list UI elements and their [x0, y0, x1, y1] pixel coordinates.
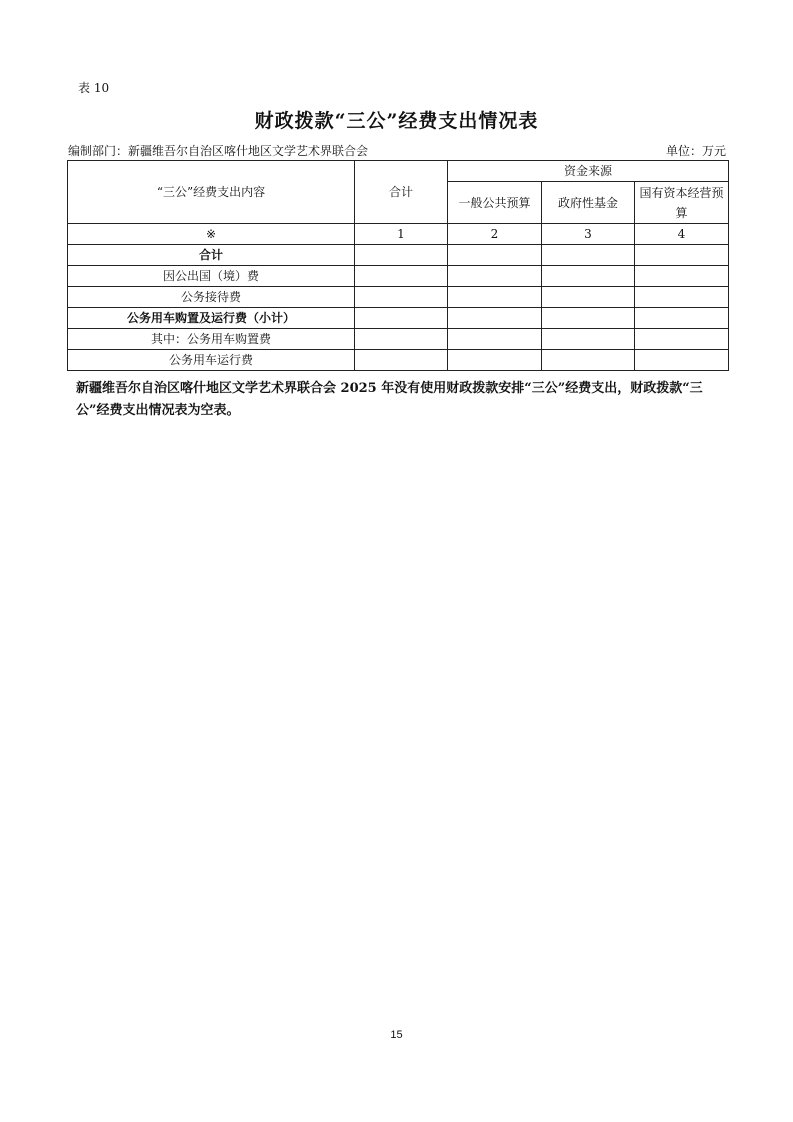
expense-table	[67, 160, 729, 371]
table-cell	[635, 329, 729, 350]
table-cell	[355, 245, 448, 266]
table-cell	[355, 287, 448, 308]
table-row	[68, 308, 729, 329]
compiling-department: 编制部门：新疆维吾尔自治区喀什地区文学艺术界联合会	[68, 144, 369, 158]
header-row-1	[68, 161, 729, 182]
table-cell	[542, 266, 635, 287]
page-title: 财政拨款“三公”经费支出情况表	[254, 110, 539, 132]
page-number: 15	[390, 1029, 403, 1041]
table-cell	[448, 329, 542, 350]
table-cell	[355, 308, 448, 329]
table-cell	[355, 266, 448, 287]
table-cell	[635, 245, 729, 266]
index-cell: ※	[68, 224, 355, 245]
table-cell	[635, 350, 729, 371]
table-row	[68, 350, 729, 371]
row-label: 公务接待费	[68, 287, 355, 308]
table-cell	[542, 245, 635, 266]
row-label: 公务用车运行费	[68, 350, 355, 371]
header-general-budget: 一般公共预算	[448, 182, 542, 224]
footnote: 新疆维吾尔自治区喀什地区文学艺术界联合会 2025 年没有使用财政拨款安排“三公”经费支出，财政拨款“三公”经费支出情况表为空表。	[76, 381, 703, 418]
index-cell: 3	[542, 224, 635, 245]
table-cell	[542, 308, 635, 329]
table-cell	[355, 350, 448, 371]
row-label: 因公出国（境）费	[68, 266, 355, 287]
header-funding-source: 资金来源	[448, 161, 729, 182]
header-gov-fund: 政府性基金	[542, 182, 635, 224]
row-label: 合计	[68, 245, 355, 266]
table-cell	[448, 350, 542, 371]
row-label: 公务用车购置及运行费（小计）	[68, 308, 355, 329]
table-cell	[635, 287, 729, 308]
table-row	[68, 329, 729, 350]
unit-label: 单位：万元	[665, 144, 726, 158]
table-cell	[448, 266, 542, 287]
header-total: 合计	[355, 161, 448, 224]
table-cell	[635, 308, 729, 329]
index-cell: 2	[448, 224, 542, 245]
table-cell	[542, 350, 635, 371]
table-cell	[635, 266, 729, 287]
header-state-capital: 国有资本经营预算	[635, 182, 729, 224]
meta-row	[68, 142, 726, 159]
table-row	[68, 266, 729, 287]
table-cell	[355, 329, 448, 350]
table-cell	[542, 287, 635, 308]
table-cell	[448, 245, 542, 266]
header-item: “三公”经费支出内容	[68, 161, 355, 224]
index-cell: 4	[635, 224, 729, 245]
table-cell	[448, 308, 542, 329]
table-number: 表 10	[78, 81, 110, 95]
table-cell	[542, 329, 635, 350]
row-label: 其中：公务用车购置费	[68, 329, 355, 350]
table-row	[68, 245, 729, 266]
index-row	[68, 224, 729, 245]
table-row	[68, 287, 729, 308]
table-cell	[448, 287, 542, 308]
index-cell: 1	[355, 224, 448, 245]
